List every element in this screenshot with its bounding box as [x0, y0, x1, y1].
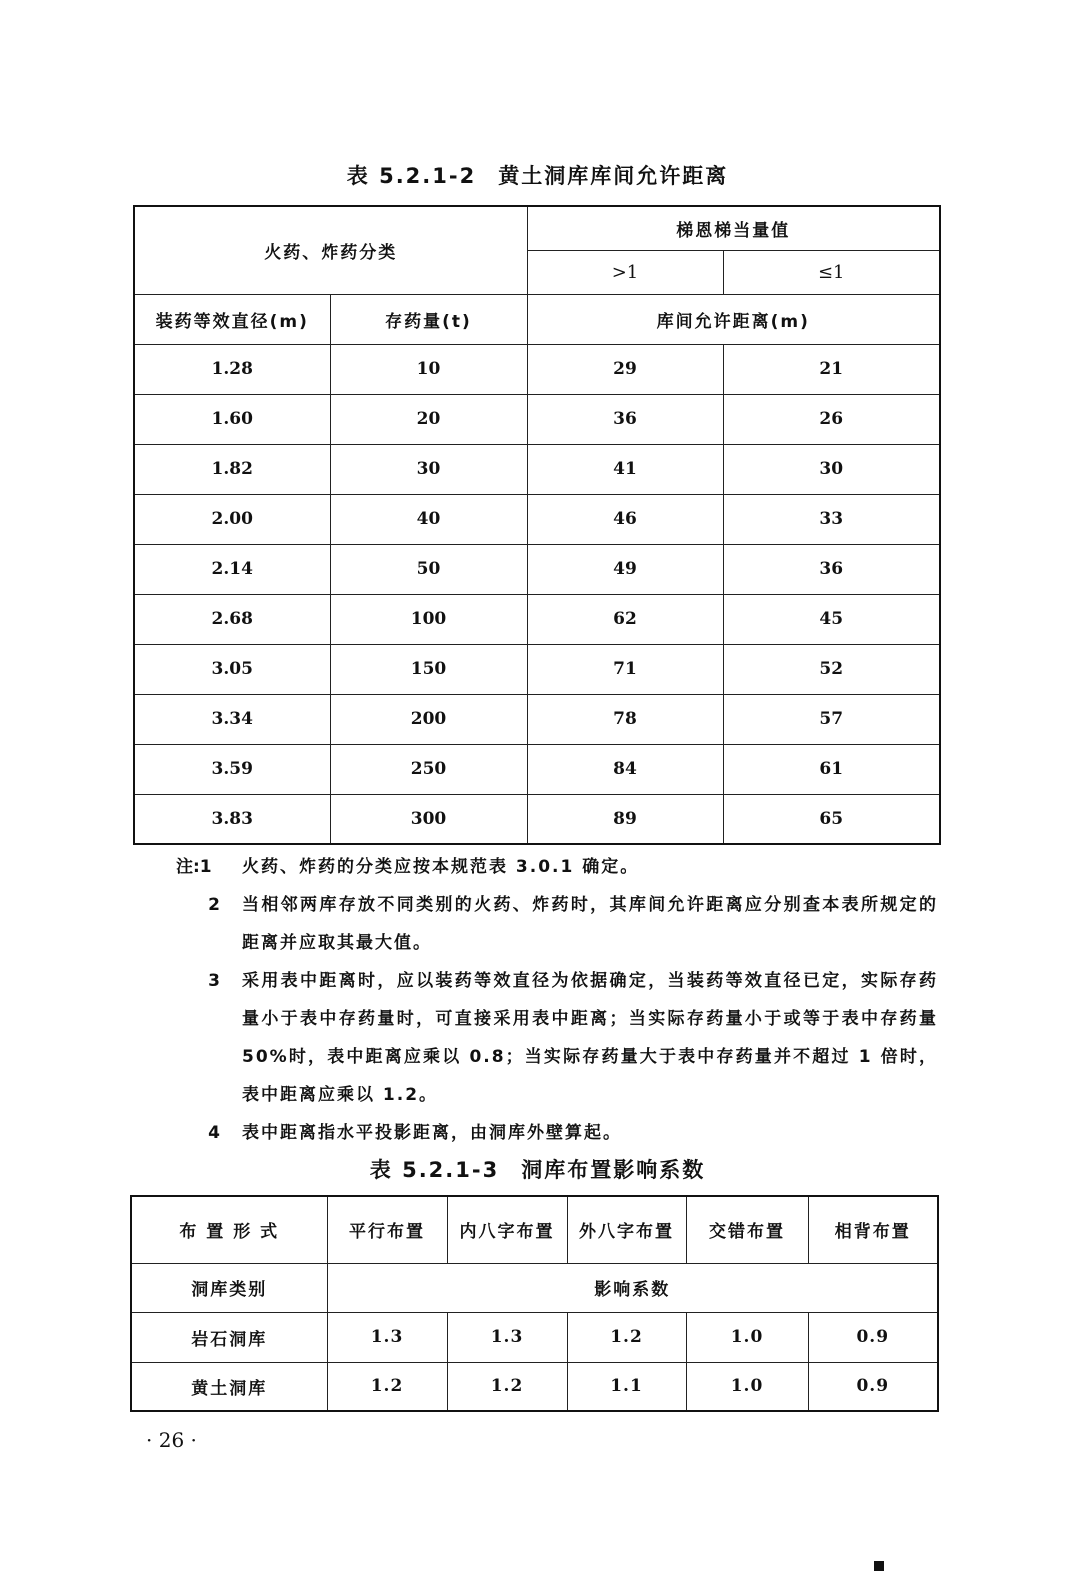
form-header: 交错布置 — [686, 1196, 808, 1263]
diameter-cell: 3.34 — [134, 694, 330, 744]
coefficient-cell: 1.3 — [447, 1312, 567, 1362]
form-header: 平行布置 — [327, 1196, 447, 1263]
note-text: 采用表中距离时，应以装药等效直径为依据确定，当装药等效直径已定，实际存药量小于表中存药量时，可直接采用表中距离；当实际存药量小于或等于表中存药量 50%时，表中距离应乘以 0.8；当实际存药量大于表中存药量并不超过 1 倍时，表中距离应乘以 1.2。 — [242, 971, 938, 1105]
storage-cell: 30 — [330, 444, 527, 494]
table-row — [134, 544, 940, 594]
coefficient-cell: 1.3 — [327, 1312, 447, 1362]
table-row — [134, 644, 940, 694]
coefficient-cell: 0.9 — [808, 1312, 938, 1362]
table2-number: 表 5.2.1-3 — [369, 1158, 500, 1182]
table1 — [133, 205, 941, 845]
table-row — [131, 1362, 938, 1411]
coefficient-cell: 1.2 — [327, 1362, 447, 1411]
table-row — [134, 744, 940, 794]
storage-cell: 300 — [330, 794, 527, 844]
layout-form-header: 布 置 形 式 — [131, 1196, 327, 1263]
cave-type-cell: 岩石洞库 — [131, 1312, 327, 1362]
note-label: 2 — [208, 895, 220, 915]
distance-gt1-cell: 62 — [527, 594, 723, 644]
storage-cell: 100 — [330, 594, 527, 644]
cave-type-cell: 黄土洞库 — [131, 1362, 327, 1411]
distance-le1-cell: 21 — [723, 344, 940, 394]
storage-cell: 50 — [330, 544, 527, 594]
note-label: 3 — [208, 971, 220, 991]
coefficient-cell: 1.0 — [686, 1312, 808, 1362]
distance-le1-cell: 36 — [723, 544, 940, 594]
distance-le1-cell: 57 — [723, 694, 940, 744]
table-row — [131, 1312, 938, 1362]
storage-header: 存药量(t) — [330, 294, 527, 344]
storage-cell: 200 — [330, 694, 527, 744]
storage-cell: 150 — [330, 644, 527, 694]
note-text: 火药、炸药的分类应按本规范表 3.0.1 确定。 — [242, 857, 640, 877]
distance-le1-cell: 65 — [723, 794, 940, 844]
storage-cell: 20 — [330, 394, 527, 444]
distance-gt1-cell: 36 — [527, 394, 723, 444]
form-header: 外八字布置 — [567, 1196, 686, 1263]
diameter-cell: 1.60 — [134, 394, 330, 444]
table-row — [134, 494, 940, 544]
distance-le1-cell: 33 — [723, 494, 940, 544]
table-row — [134, 794, 940, 844]
table2-title: 洞库布置影响系数 — [521, 1158, 706, 1182]
distance-gt1-cell: 84 — [527, 744, 723, 794]
distance-gt1-cell: 71 — [527, 644, 723, 694]
table1-title: 黄土洞库库间允许距离 — [498, 164, 729, 188]
note-item — [176, 962, 938, 1114]
coefficient-cell: 1.0 — [686, 1362, 808, 1411]
distance-le1-cell: 45 — [723, 594, 940, 644]
storage-cell: 10 — [330, 344, 527, 394]
distance-gt1-cell: 29 — [527, 344, 723, 394]
table1-number: 表 5.2.1-2 — [346, 164, 477, 188]
table-row — [134, 394, 940, 444]
form-header: 内八字布置 — [447, 1196, 567, 1263]
distance-gt1-cell: 46 — [527, 494, 723, 544]
category-header: 火药、炸药分类 — [134, 206, 527, 294]
distance-le1-cell: 52 — [723, 644, 940, 694]
storage-cell: 250 — [330, 744, 527, 794]
table-row — [134, 444, 940, 494]
diameter-cell: 3.59 — [134, 744, 330, 794]
diameter-cell: 1.82 — [134, 444, 330, 494]
diameter-cell: 1.28 — [134, 344, 330, 394]
distance-le1-cell: 30 — [723, 444, 940, 494]
print-mark — [874, 1561, 884, 1571]
note-item — [176, 1114, 938, 1152]
note-label: 注:1 — [176, 857, 212, 877]
diameter-header: 装药等效直径(m) — [134, 294, 330, 344]
distance-le1-cell: 61 — [723, 744, 940, 794]
distance-gt1-cell: 41 — [527, 444, 723, 494]
coefficient-cell: 1.1 — [567, 1362, 686, 1411]
note-text: 当相邻两库存放不同类别的火药、炸药时，其库间允许距离应分别查本表所规定的距离并应取其最大值。 — [242, 895, 938, 953]
diameter-cell: 3.83 — [134, 794, 330, 844]
distance-gt1-cell: 78 — [527, 694, 723, 744]
note-label: 4 — [208, 1123, 220, 1143]
note-item — [176, 886, 938, 962]
coefficient-header: 影响系数 — [327, 1263, 938, 1312]
tnt-equiv-header: 梯恩梯当量值 — [527, 206, 940, 250]
table-row — [134, 344, 940, 394]
table-row — [134, 594, 940, 644]
table2 — [130, 1195, 939, 1412]
distance-gt1-cell: 49 — [527, 544, 723, 594]
form-header: 相背布置 — [808, 1196, 938, 1263]
note-text: 表中距离指水平投影距离，由洞库外壁算起。 — [242, 1123, 622, 1143]
coefficient-cell: 0.9 — [808, 1362, 938, 1411]
diameter-cell: 2.00 — [134, 494, 330, 544]
table2-caption — [0, 1154, 1075, 1184]
coefficient-cell: 1.2 — [447, 1362, 567, 1411]
diameter-cell: 2.14 — [134, 544, 330, 594]
cave-type-header: 洞库类别 — [131, 1263, 327, 1312]
note-item — [176, 848, 938, 886]
coefficient-cell: 1.2 — [567, 1312, 686, 1362]
storage-cell: 40 — [330, 494, 527, 544]
diameter-cell: 2.68 — [134, 594, 330, 644]
distance-gt1-cell: 89 — [527, 794, 723, 844]
table-row — [134, 694, 940, 744]
le1-header: ≤1 — [723, 250, 940, 294]
gt1-header: >1 — [527, 250, 723, 294]
table1-caption — [0, 160, 1075, 190]
diameter-cell: 3.05 — [134, 644, 330, 694]
distance-header: 库间允许距离(m) — [527, 294, 940, 344]
distance-le1-cell: 26 — [723, 394, 940, 444]
page-number: · 26 · — [146, 1428, 197, 1452]
table1-notes — [176, 848, 938, 1152]
